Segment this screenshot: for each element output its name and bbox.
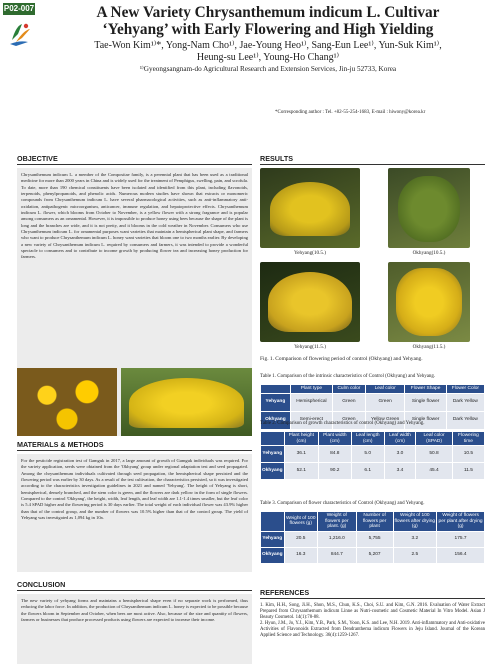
row-header-cell: Okhyang	[261, 411, 291, 429]
row-header-cell: Okhyang	[261, 547, 285, 563]
table-cell: Single flower	[405, 411, 446, 429]
conclusion-heading: CONCLUSION	[17, 580, 252, 591]
table-cell: Green	[365, 393, 405, 411]
table-cell: 10.5	[452, 446, 484, 463]
plant-shape	[268, 272, 352, 332]
objective-heading: OBJECTIVE	[17, 154, 252, 165]
table-cell: Hemispherical	[290, 393, 332, 411]
row-header-cell: Yehyang	[261, 446, 285, 463]
row-header-cell: Yehyang	[261, 531, 285, 547]
affiliation: ¹⁾Gyeongsangnam-do Agricultural Research and Extension Services, Jin-ju 52733, Korea	[139, 65, 397, 73]
table-header-cell	[261, 432, 285, 446]
row-header-cell: Okhyang	[261, 463, 285, 480]
references-heading: REFERENCES	[260, 588, 485, 599]
plant-shape	[398, 176, 460, 242]
reference-item: 1. Kim, H.H., Song, Ji.H., Shon, M.S., Chun, K.S., Choi, S.U. and Kim, G.N. 2016. Evaluation of Water Extract Prepared from Chrysanthemum indicum Linne as Nutri-cosmetic and Cosmetic Material In Vitro Model. Asian J Beauty Cosmetol. 14(1):78-88.	[260, 603, 485, 620]
reference-item: 2. Hyun, J.M., Jo, Y.J., Kim, Y.B., Park, S.M., Yoon, K.S. and Lee, N.H. 2019. Anti-inflammatory and Anti-oxidative Activities of Flavonoids Extracted from Dendranthema indicum Flowers in Jeju Island. Journal of the Korean Applied Science and Technology. 36(4):1259-1267.	[260, 620, 485, 638]
title-line-1: A New Variety Chrysanthemum indicum L. Cultivar	[96, 4, 440, 21]
table-cell: Dark Yellow	[446, 393, 484, 411]
table-cell: 45.4	[416, 463, 453, 480]
photo-okhyang-nov	[388, 262, 470, 342]
table-cell: 36.1	[284, 446, 318, 463]
plant-shape	[396, 268, 462, 336]
table-cell: 3.2	[393, 531, 437, 547]
table-header-cell: Flowering time	[452, 432, 484, 446]
flower-closeup-photo	[17, 368, 117, 436]
table-header-cell	[261, 385, 291, 394]
table-cell: 3.4	[384, 463, 415, 480]
results-heading: RESULTS	[260, 154, 485, 165]
photo-okhyang-oct	[388, 168, 470, 248]
objective-panel	[17, 168, 252, 436]
table-cell: 6.1	[351, 463, 384, 480]
table-cell: 2.5	[393, 547, 437, 563]
table-cell: 52.1	[284, 463, 318, 480]
table-header-cell: Plant height (cm)	[284, 432, 318, 446]
photo-label-okhyang-nov: Okhyang(11.5.)	[412, 344, 446, 350]
table-row	[261, 393, 485, 411]
methods-panel	[17, 454, 252, 572]
photo-label-okhyang-oct: Okhyang(10.5.)	[412, 250, 446, 256]
references-list	[260, 603, 485, 638]
conclusion-panel	[17, 594, 252, 664]
title-line-2: ‘Yehyang’ with Early Flowering and High Yielding	[102, 21, 434, 38]
table-row	[261, 463, 485, 480]
table-cell: Semi-erect	[290, 411, 332, 429]
table-header-cell: Leaf width (cm)	[384, 432, 415, 446]
table-header-row	[261, 385, 485, 394]
table-cell: Dark Yellow	[446, 411, 484, 429]
figure-caption: Fig. 1. Comparison of flowering period of control (Okhyang) and Yehyang.	[260, 356, 423, 362]
flower-bush-shape	[129, 378, 244, 428]
flower-photo-strip	[17, 368, 252, 436]
table-cell: 11.5	[452, 463, 484, 480]
institution-logo-icon	[6, 20, 34, 48]
table-header-row	[261, 512, 485, 532]
table-header-row	[261, 432, 485, 446]
methods-text: For the pesticide registration test of Gamguk in 2017, a large amount of growth of Gamguk individuals was required. For the variety application, seeds were obtained from the 'Okhyang' group under regional adaptation test and seed propagated. Among the chrysanthemum individuals cultivated through seed propagation, the hemispherical shape persisted and the flowering period was earlier by 30 days. As a result of the test cultivation, the characteristics persisted, so it was investigated according to the characteristics investigation guidelines in 2021 and named 'Yehyang'. The height of Yehyang is short, hemispherical, densely branched, and the stem color is green, and the flowers are dark yellow in the form of single flowers. Compared to the control 'Okhyang', the height, width, leaf length, and leaf width are 1.1-1.4 times smaller, but the leaf color is 5.4 SPAD higher and the flowering period is 30 days earlier. The total weight of each individual flower was 43.9% higher than that of the control group, and the number of flowers was 10.5% higher than that of the control group. The yield of Yehyang was investigated as 1,094 kg in 10a.	[21, 458, 248, 521]
table-cell: 5.0	[351, 446, 384, 463]
table-cell: 20.5	[284, 531, 317, 547]
table-cell: Single flower	[405, 393, 446, 411]
table-header-cell: Leaf color (SPAD)	[416, 432, 453, 446]
table-cell: 90.2	[319, 463, 352, 480]
table-row	[261, 446, 485, 463]
table-cell: 175.7	[437, 531, 485, 547]
table-cell: Yellow Green	[365, 411, 405, 429]
photo-label-yehyang-nov: Yehyang(11.5.)	[294, 344, 326, 350]
table-header-cell: Weight of flowers per plant. (g)	[317, 512, 356, 532]
table-header-cell: Leaf length (cm)	[351, 432, 384, 446]
table-header-cell: Leaf color	[365, 385, 405, 394]
corresponding-author: *Corresponding author : Tel. +82-55-254-1683, E-mail : hiwony@korea.kr	[275, 110, 426, 115]
table-header-cell: Flower Color	[446, 385, 484, 394]
table-cell: 5,207	[356, 547, 393, 563]
table-cell: 50.8	[416, 446, 453, 463]
table-cell: 1,216.0	[317, 531, 356, 547]
table-cell: 156.4	[437, 547, 485, 563]
table1-caption: Table 1. Comparison of the intrinsic characteristics of Control (Okhyang) and Yehyang.	[260, 374, 436, 379]
table-cell: 16.3	[284, 547, 317, 563]
table-header-cell: Plant type	[290, 385, 332, 394]
author-list	[40, 40, 496, 64]
table-header-cell: Number of flowers per plant	[356, 512, 393, 532]
photo-yehyang-nov	[260, 262, 360, 342]
table-cell: 5,755	[356, 531, 393, 547]
table-cell: Green	[333, 393, 366, 411]
table3-flower-characteristics	[260, 511, 485, 564]
table-header-cell: Weight of flowers per plant after drying (g)	[437, 512, 485, 532]
poster-title	[40, 4, 496, 38]
table-header-cell: Weight of 100 flowers (g)	[284, 512, 317, 532]
table-row	[261, 547, 485, 563]
table2-caption: Table 2. Comparison of growth characteristics of control (Okhyang) and Yehyang.	[260, 421, 425, 426]
table-header-cell: Plant width (cm)	[319, 432, 352, 446]
plant-shape	[270, 182, 350, 236]
table2-growth-characteristics	[260, 431, 485, 480]
poster-code-badge: P02-007	[3, 4, 35, 13]
methods-heading: MATERIALS & METHODS	[17, 440, 252, 451]
table-header-cell	[261, 512, 285, 532]
authors-line-1: Tae-Won Kim¹⁾*, Yong-Nam Cho¹⁾, Jae-Young Heo¹⁾, Sang-Eun Lee¹⁾, Yun-Suk Kim¹⁾,	[94, 40, 442, 51]
table-header-cell: Weight of 100 flowers after drying (g)	[393, 512, 437, 532]
table3-caption: Table 3. Comparison of flower characteristics of Control (Okhyang) and Yehyang.	[260, 501, 425, 506]
objective-text: Chrysanthemum indicum L. a member of the Compositae family, is a perennial plant that has been used as a traditional medicine for more than 2000 years in China and is widely used for the treatment of Pemphigus, swelling, pain, and scrofula. To date, more than 190 chemical constituents have been isolated and identified from this plant, including flavonoids, terpenoids, phenylpropanoids, and phenolic acids. Numerous modern studies have shown that extracts or monomeric compounds from Chrysanthemum indicum L. have several pharmacological activities, such as anti-inflammatory anti-oxidation, antipathogenic microorganism, anticancer, immune regulation, and hepatoprotective effects. Chrysanthemum indicum L. flower, which blooms from October to November, is a yellow flower with a strong fragrance and is popular among consumers as an ornamental. However, it is impossible to produce honey using bees because the shape of the plant is long and the branches are wide, and it is not pretty, and it blooms in the cold weather in November. Consumers who use Chrysanthemum indicum L. for ornamental purposes want varieties that maintain a hemispherical plant shape, and farmers who want to produce Chrysanthemum indicum L. honey want varieties that bloom one to two months earlier. By developing a new variety of Chrysanthemum indicum L. required by consumers and farmers, it was intended to provide a wonderful spectacle to consumers and to contribute to income growth by producing flower tea and increasing honey production for farmers.	[21, 172, 248, 260]
table-cell: Green	[333, 411, 366, 429]
table-cell: 3.0	[384, 446, 415, 463]
authors-line-2: Heung-su Lee¹⁾, Young-Ho Chang¹⁾	[196, 52, 340, 63]
table-header-cell: Culm color	[333, 385, 366, 394]
photo-yehyang-oct	[260, 168, 360, 248]
flower-bush-photo	[121, 368, 252, 436]
photo-label-yehyang-oct: Yehyang(10.5.)	[293, 250, 327, 256]
table-row	[261, 531, 485, 547]
conclusion-text: The new variety of yehyang forms and maintains a hemispherical shape even if no separate work is performed, thus reducing the labor force. In addition, the production of Chrysanthemum indicum L. honey is expected to be possible because the flowers bloom in September and October, when bees are most active. Also, because of the size and quantity of flowers, farmers or businesses that produce processed products using flowers are expected to increase their income.	[21, 598, 248, 623]
table-cell: 844.7	[317, 547, 356, 563]
table-cell: 84.8	[319, 446, 352, 463]
table-header-cell: Flower Shape	[405, 385, 446, 394]
row-header-cell: Yehyang	[261, 393, 291, 411]
